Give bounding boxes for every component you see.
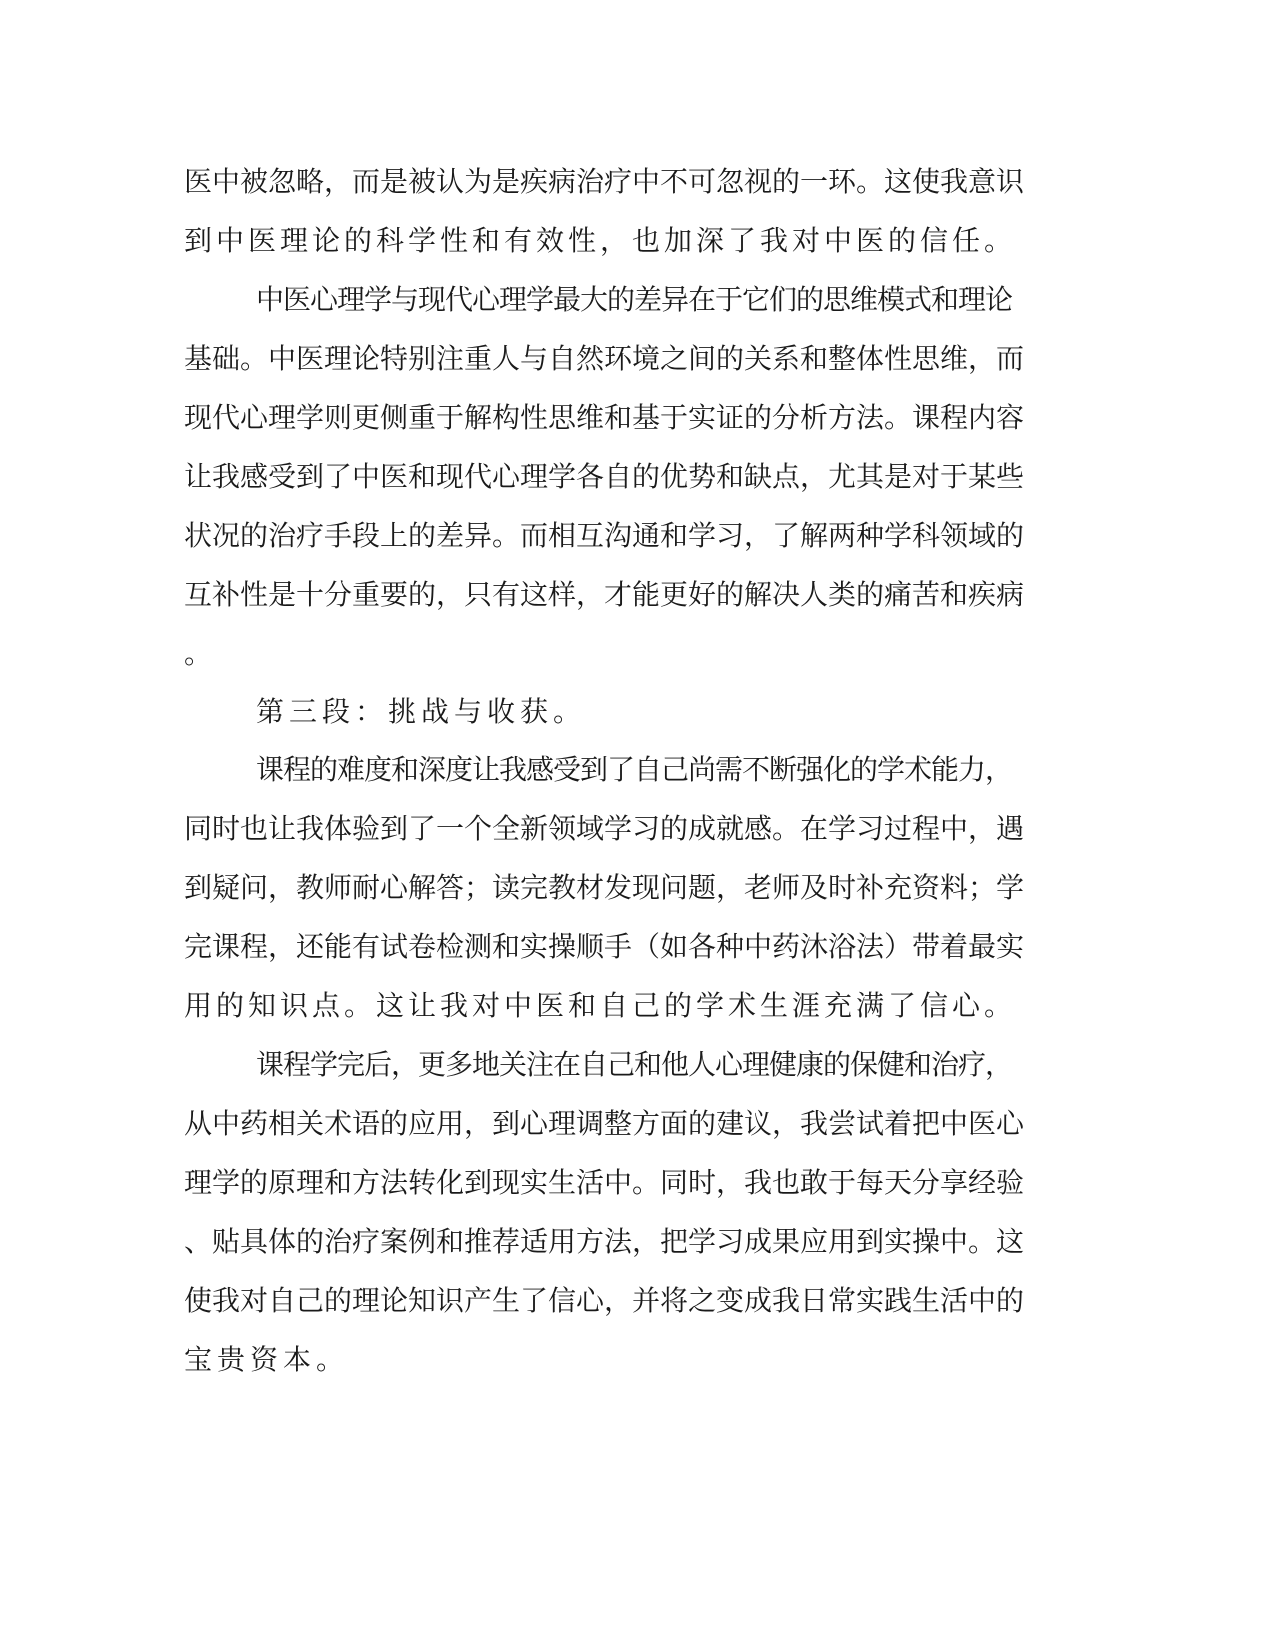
text-line: 基础。中医理论特别注重人与自然环境之间的关系和整体性思维，而: [184, 342, 1025, 375]
text-line: 。: [184, 637, 218, 670]
text-line: 同时也让我体验到了一个全新领域学习的成就感。在学习过程中，遇: [184, 812, 1025, 845]
section-heading: 第三段：挑战与收获。: [256, 695, 587, 728]
text-line: 医中被忽略，而是被认为是疾病治疗中不可忽视的一环。这使我意识: [184, 165, 1025, 198]
text-line: 完课程，还能有试卷检测和实操顺手（如各种中药沐浴法）带着最实: [184, 930, 1025, 963]
text-line: 状况的治疗手段上的差异。而相互沟通和学习，了解两种学科领域的: [184, 519, 1025, 552]
text-line: 互补性是十分重要的，只有这样，才能更好的解决人类的痛苦和疾病: [184, 578, 1025, 611]
paragraph-first-line: 课程学完后，更多地关注在自己和他人心理健康的保健和治疗，: [256, 1048, 1013, 1081]
text-line: 到中医理论的科学性和有效性，也加深了我对中医的信任。: [184, 224, 1017, 257]
paragraph-first-line: 中医心理学与现代心理学最大的差异在于它们的思维模式和理论: [256, 283, 1013, 316]
text-line: 理学的原理和方法转化到现实生活中。同时，我也敢于每天分享经验: [184, 1166, 1025, 1199]
text-line: 宝贵资本。: [184, 1343, 350, 1376]
text-line: 让我感受到了中医和现代心理学各自的优势和缺点，尤其是对于某些: [184, 460, 1025, 493]
text-line: 用的知识点。这让我对中医和自己的学术生涯充满了信心。: [184, 989, 1017, 1022]
text-line: 从中药相关术语的应用，到心理调整方面的建议，我尝试着把中医心: [184, 1107, 1025, 1140]
text-line: 使我对自己的理论知识产生了信心，并将之变成我日常实践生活中的: [184, 1284, 1025, 1317]
paragraph-first-line: 课程的难度和深度让我感受到了自己尚需不断强化的学术能力，: [256, 753, 1013, 786]
text-line: 现代心理学则更侧重于解构性思维和基于实证的分析方法。课程内容: [184, 401, 1025, 434]
text-line: 、贴具体的治疗案例和推荐适用方法，把学习成果应用到实操中。这: [184, 1225, 1025, 1258]
text-line: 到疑问，教师耐心解答；读完教材发现问题，老师及时补充资料；学: [184, 871, 1025, 904]
